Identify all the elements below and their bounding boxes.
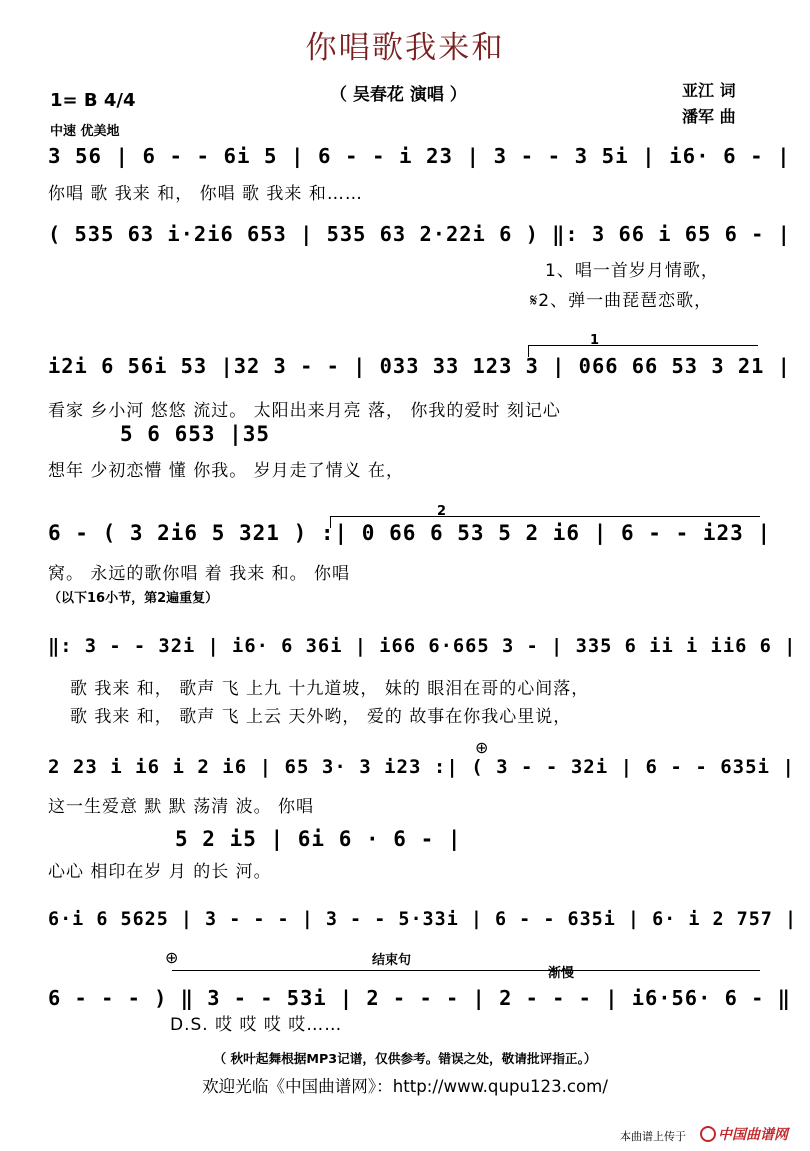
lyric-line: 你唱 歌 我来 和， 你唱 歌 我来 和…… [48,184,363,204]
lyric-line: 心心 相印在岁 月 的长 河。 [48,862,272,882]
lyric-line: 歌 我来 和， 歌声 飞 上九 十九道坡， 妹的 眼泪在哥的心间落， [70,679,590,699]
page-title: 你唱歌我来和 [305,30,505,66]
volta-2-line [330,516,760,517]
lyric-line: 窝。 永远的歌你唱 着 我来 和。 你唱 [48,564,351,584]
notation-line: 2 23 i i6 i 2 i6 | 65 3· 3 i23 :| ( 3 - - 32i | 6 - - 635i | [48,756,795,778]
annotation: （以下16小节，第2遍重复） [48,591,219,606]
lyric-line: 想年 少初恋懵 懂 你我。 岁月走了情义 在， [48,461,405,481]
lyric-line: 𝄋2、弹一曲琵琶恋歌， [530,291,713,311]
notation-line: 6·i 6 5625 | 3 - - - | 3 - - 5·33i | 6 - - 635i | 6· i 2 757 | [48,909,798,930]
notation-line: 6 - ( 3 2i6 5 321 ) :| 0 66 6 53 5 2 i6 | 6 - - i23 | [48,521,772,545]
notation-line: ( 535 63 i·2i6 653 | 535 63 2·22i 6 ) ‖: 3 66 i 65 6 - | [48,222,791,246]
ending-line [172,970,760,971]
singer-credit: （ 吴春花 演唱 ） [330,85,467,105]
annotation: 渐慢 [548,966,575,981]
volta-1-line [528,345,758,346]
notation-line: 6 - - - ) ‖ 3 - - 53i | 2 - - - | 2 - - - | i6·56· 6 - ‖ [48,986,791,1010]
lyric-line: 歌 我来 和， 歌声 飞 上云 天外哟， 爱的 故事在你我心里说， [70,707,572,727]
coda-icon: ⊕ [165,948,179,967]
annotation: 结束句 [372,953,412,968]
key-signature: 1= B 4/4 [50,90,136,111]
lyric-line: 这一生爱意 默 默 荡清 波。 你唱 [48,797,315,817]
transcriber-note: （ 秋叶起舞根据MP3记谱，仅供参考。错误之处，敬请批评指正。） [213,1051,597,1066]
notation-line: ‖: 3 - - 32i | i6· 6 36i | i66 6·665 3 - | 335 6 ii i ii6 6 | [48,636,797,657]
volta-2-label: 2 [437,504,447,519]
lyric-line: D.S. 哎 哎 哎 哎…… [170,1015,343,1035]
notation-line: 5 2 i5 | 6i 6 · 6 - | [175,827,462,851]
composer-credit: 潘军 曲 [682,107,736,126]
notation-line: i2i 6 56i 53 |32 3 - - | 033 33 123 3 | 066 66 53 3 21 | [48,354,791,378]
lyric-line: 看家 乡小河 悠悠 流过。 太阳出来月亮 落， 你我的爱时 刻记心 [48,401,561,421]
upload-label: 本曲谱上传于 [620,1130,686,1143]
notation-line: 3 56 | 6 - - 6i 5 | 6 - - i 23 | 3 - - 3 5i | i6· 6 - | [48,144,791,168]
volta-1-label: 1 [590,333,600,348]
tempo-marking: 中速 优美地 [50,124,120,139]
lyric-line: 1、唱一首岁月情歌， [545,261,719,281]
notation-line: 5 6 653 |35 [120,422,271,446]
coda-icon: ⊕ [475,738,489,757]
site-url: 欢迎光临《中国曲谱网》：http://www.qupu123.com/ [202,1077,608,1096]
site-name: 中国曲谱网 [718,1127,788,1143]
site-logo-icon [700,1126,716,1142]
lyricist-credit: 亚江 词 [682,81,736,100]
